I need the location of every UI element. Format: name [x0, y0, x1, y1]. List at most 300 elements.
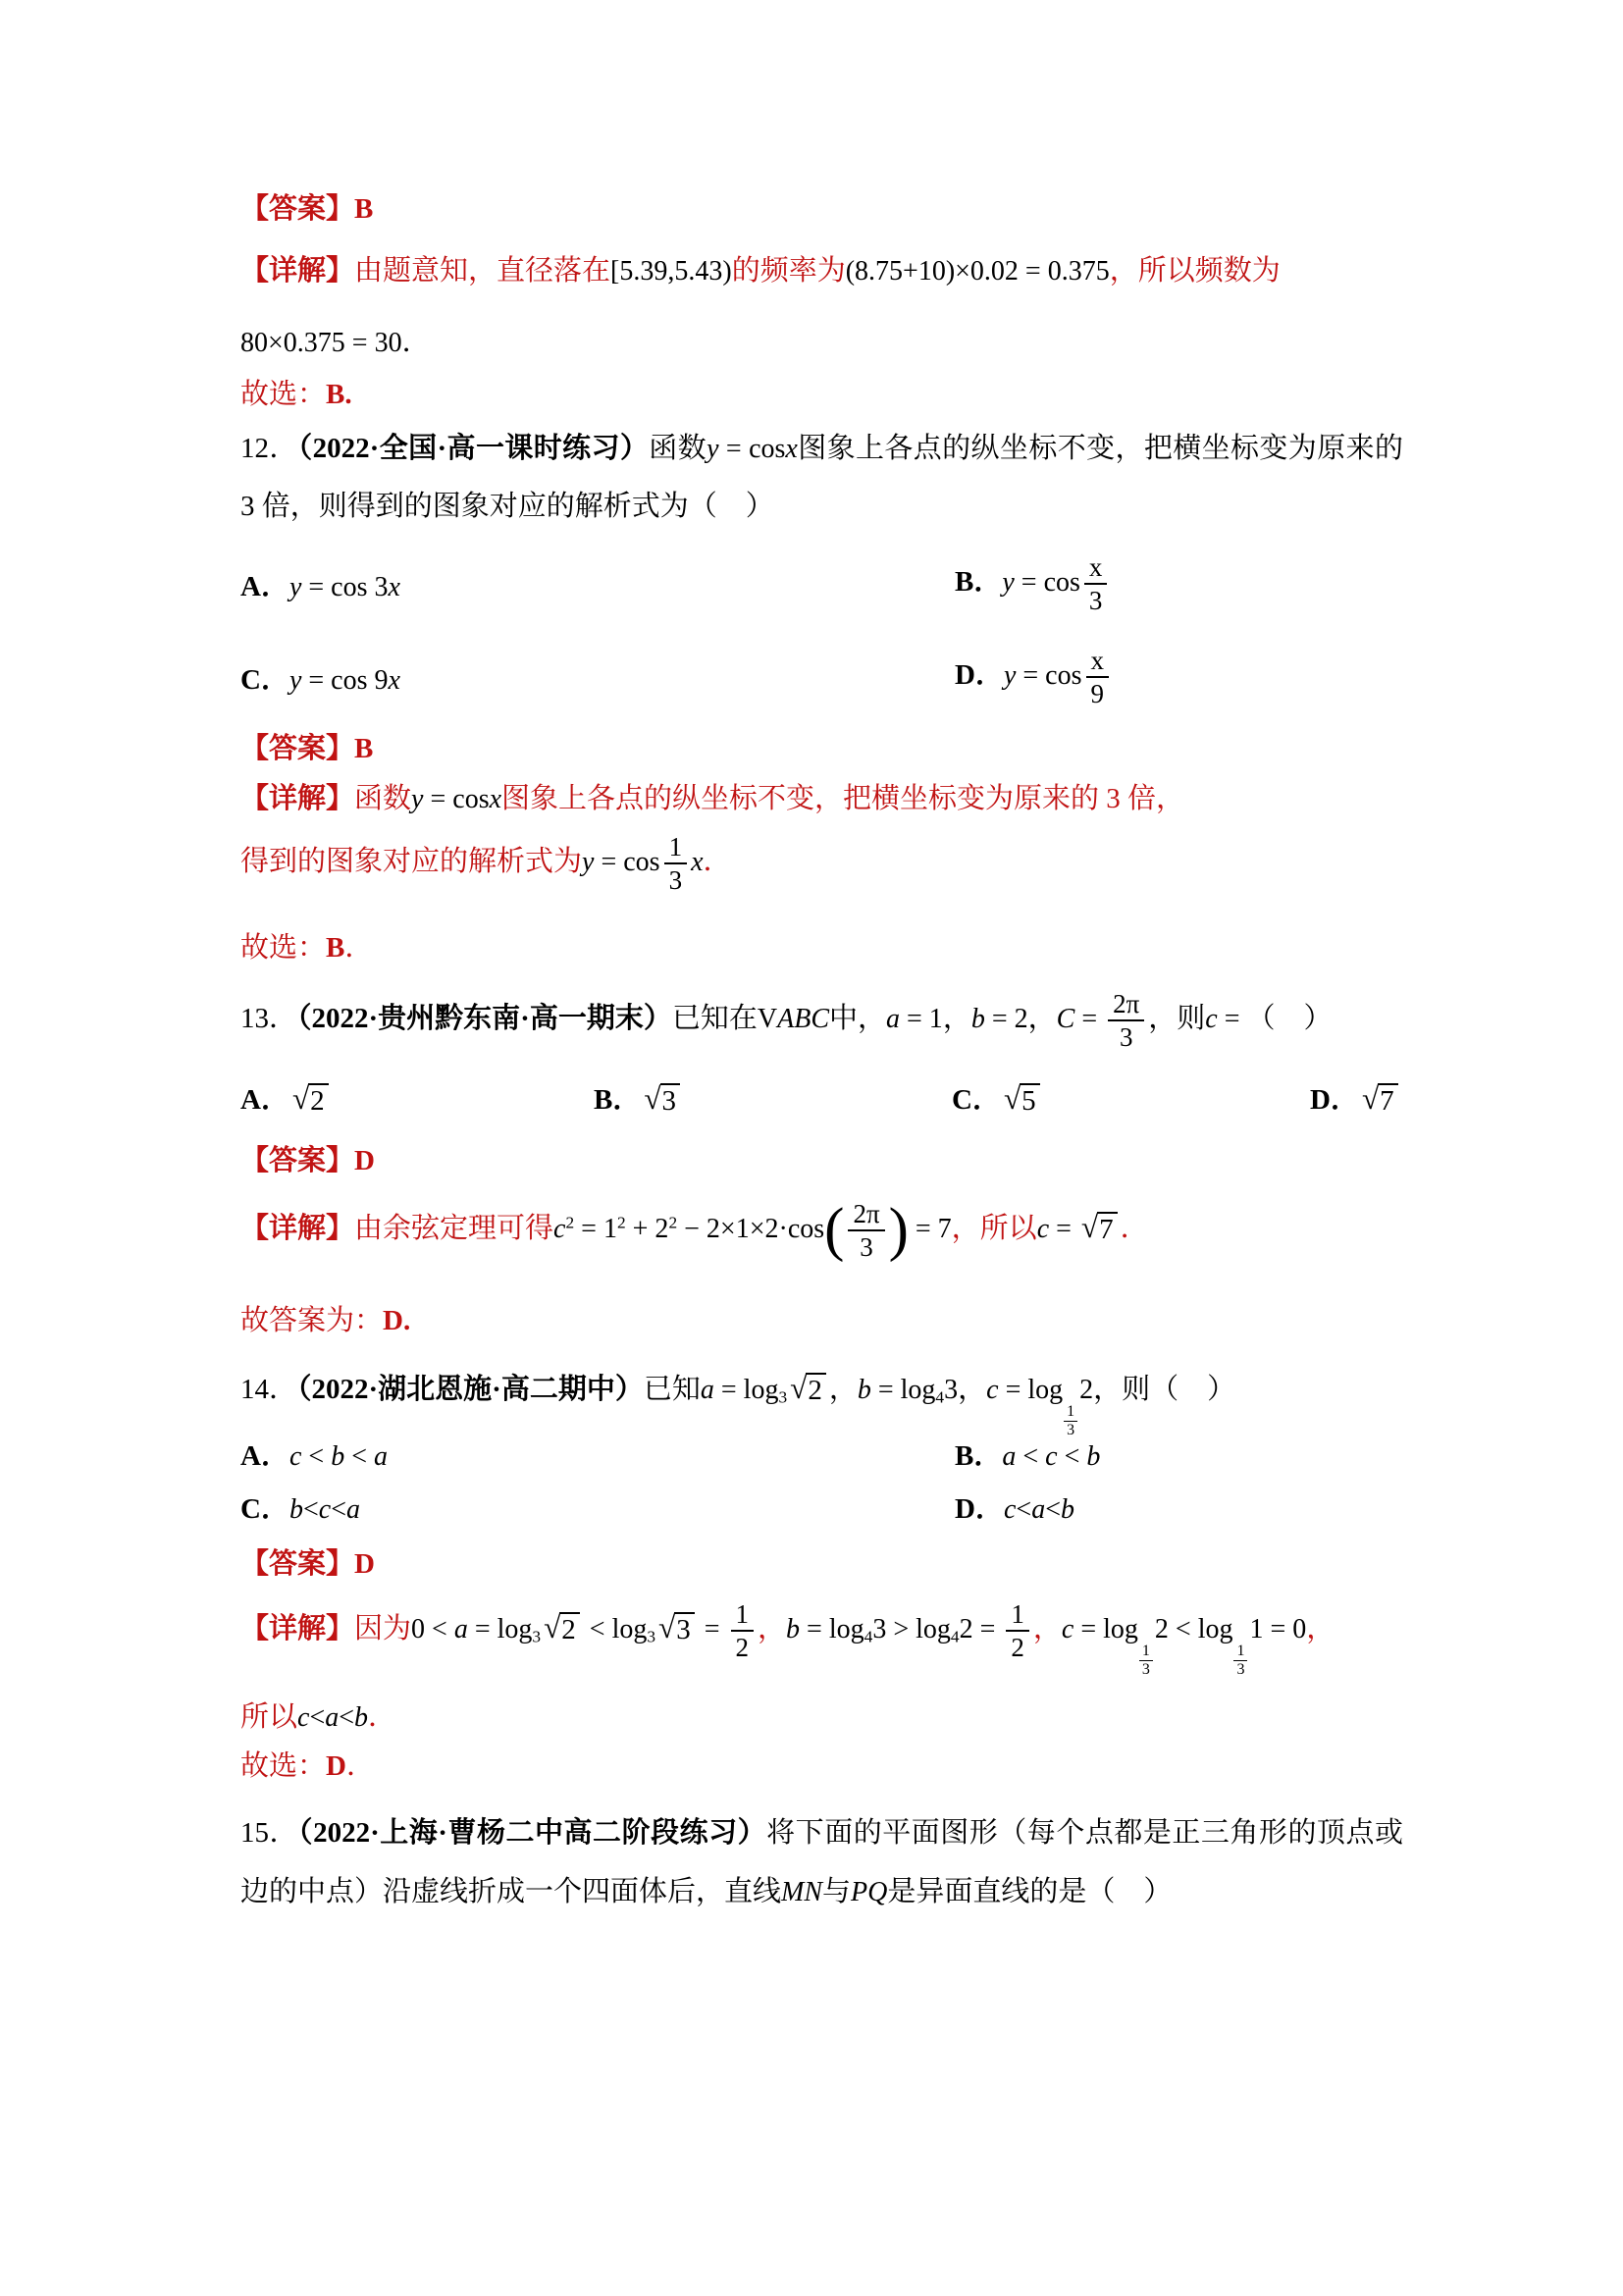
text-run: 的频率为: [731, 255, 846, 287]
math-text: <: [331, 1493, 346, 1525]
subscript: 4: [950, 1627, 960, 1646]
math-variable: ABC: [777, 1003, 829, 1034]
math-run: [851, 1877, 887, 1907]
q13-option-d: [1310, 1077, 1403, 1118]
question-15: [240, 1803, 1403, 1922]
q14-option-c: [240, 1487, 955, 1527]
math-text: = 1: [574, 1213, 617, 1244]
numerator: [1006, 1599, 1029, 1632]
math-variable: y: [1002, 566, 1015, 598]
math-text: 1: [1236, 1642, 1245, 1659]
text-run: ，: [828, 1374, 858, 1405]
conclusion-12: [240, 925, 1403, 970]
answer-14: [240, 1541, 1403, 1587]
math-text: 2: [1113, 989, 1126, 1018]
math-run: [1002, 1441, 1100, 1472]
math-variable: C: [1056, 1003, 1075, 1034]
radical-sign: √: [544, 1609, 561, 1644]
math-text: 2 < log: [1154, 1613, 1233, 1644]
math-run: [1062, 1614, 1138, 1644]
text-run: ．: [703, 845, 732, 877]
q12-option-d: [955, 646, 1403, 708]
math-run: [1249, 1614, 1306, 1644]
math-text: 1: [1067, 1403, 1075, 1420]
text-run: 将下面的平面图形（每个点都是正三角形的顶点或边的中点）沿虚线折成一个四面体后，直线: [240, 1817, 1403, 1907]
text-run: 【答案】: [240, 193, 355, 225]
math-text: 3: [1088, 586, 1103, 615]
text-run: 【详解】: [240, 783, 355, 814]
explain-14-line2: [240, 1695, 1403, 1741]
radicand: [1097, 1212, 1118, 1246]
q12-option-b: [955, 552, 1403, 615]
text-run: C．: [240, 663, 289, 696]
text-run: ．: [1120, 1212, 1149, 1244]
answer-13: [240, 1138, 1403, 1183]
text-run: （2022·湖北恩施·高二期中）: [297, 1374, 644, 1405]
square-root: [1080, 1209, 1118, 1246]
math-text: <: [302, 1493, 319, 1525]
math-text: V: [757, 1003, 778, 1034]
text-run: 中，: [829, 1002, 887, 1034]
math-text: = cos: [594, 846, 660, 877]
math-run: [824, 1197, 844, 1263]
math-variable: b: [786, 1613, 801, 1644]
text-run: 14．: [240, 1374, 298, 1405]
math-text: ): [888, 1197, 909, 1264]
math-run: [1205, 1004, 1246, 1034]
math-text: 1 = 0: [1249, 1613, 1307, 1644]
math-variable: MN: [781, 1877, 823, 1907]
q14-option-b: [955, 1434, 1403, 1474]
square-root: [1361, 1080, 1398, 1118]
fraction: [664, 832, 688, 895]
math-variable: π: [865, 1199, 880, 1228]
q13-option-c: [952, 1077, 1310, 1118]
text-run: D．: [1310, 1083, 1359, 1116]
denominator: [1091, 678, 1105, 708]
math-text: = cos 9: [301, 664, 389, 696]
math-variable: a: [700, 1375, 714, 1405]
text-run: B: [326, 932, 345, 964]
math-text: 9: [1090, 679, 1105, 708]
math-text: = cos: [423, 784, 490, 814]
subscript: 3: [778, 1387, 788, 1407]
math-variable: a: [1002, 1440, 1017, 1472]
math-variable: c: [297, 1702, 310, 1733]
math-text: = log: [800, 1613, 864, 1644]
subscript: 4: [864, 1627, 873, 1646]
answer-11: [240, 186, 1403, 232]
text-run: D．: [955, 1492, 1004, 1525]
math-variable: PQ: [851, 1877, 888, 1907]
text-run: 故选：: [240, 932, 327, 964]
math-variable: a: [325, 1702, 340, 1733]
numerator: [1108, 989, 1144, 1021]
text-run: 由题意知，直径落在: [354, 255, 611, 287]
math-variable: b: [970, 1003, 985, 1034]
radical-sign: √: [658, 1609, 676, 1644]
text-run: 所以: [240, 1701, 298, 1733]
subscript: 3: [532, 1627, 542, 1646]
math-run: [971, 1004, 1028, 1034]
radicand: [1020, 1083, 1040, 1118]
math-text: 3: [1119, 1022, 1133, 1053]
math-text: = 1: [900, 1003, 943, 1034]
fraction: [1084, 552, 1108, 615]
math-variable: b: [288, 1493, 303, 1525]
text-run: A．: [240, 1083, 289, 1116]
radicand: [559, 1612, 580, 1646]
text-run: ，: [951, 1212, 980, 1244]
denominator: [669, 864, 683, 895]
math-text: 2: [561, 1613, 576, 1645]
math-run: [691, 847, 703, 877]
math-variable: x: [691, 846, 704, 877]
text-run: 【答案】: [240, 1548, 355, 1580]
answer-12: [240, 726, 1403, 771]
q14-options-row-1: [240, 1431, 1403, 1476]
square-root: [291, 1080, 329, 1118]
math-variable: y: [582, 846, 595, 877]
math-text: = log: [467, 1613, 533, 1644]
math-variable: b: [1086, 1440, 1101, 1472]
text-run: ，: [1032, 1612, 1062, 1644]
math-run: [411, 1614, 541, 1644]
math-run: [610, 256, 732, 287]
subscript: 3: [647, 1627, 656, 1646]
math-text: 5: [1021, 1084, 1036, 1117]
superscript: 2: [668, 1213, 678, 1232]
math-run: [553, 1214, 824, 1244]
math-variable: b: [354, 1702, 369, 1733]
math-text: = log: [870, 1375, 936, 1405]
math-variable: x: [785, 434, 798, 464]
text-run: D: [326, 1750, 346, 1782]
math-text: <: [344, 1440, 374, 1472]
numerator: [664, 832, 688, 864]
denominator: [1142, 1661, 1150, 1679]
text-run: ，: [1027, 1002, 1057, 1034]
text-run: B．: [594, 1083, 642, 1116]
explain-14: [240, 1599, 1403, 1678]
text-run: ，: [1306, 1612, 1335, 1644]
text-run: ，: [958, 1374, 987, 1405]
math-run: [289, 572, 400, 602]
math-run: [858, 1375, 958, 1405]
explain-11: [240, 248, 1403, 294]
q13-option-a: [240, 1077, 594, 1118]
math-variable: y: [1003, 659, 1017, 691]
text-run: B: [354, 733, 374, 764]
denominator: [1236, 1661, 1244, 1679]
denominator: [1011, 1632, 1024, 1662]
text-run: （2022·上海·曹杨二中高二阶段练习）: [298, 1817, 767, 1849]
explain-11-line2: [240, 320, 1403, 366]
fraction-subscript: [1233, 1644, 1247, 1679]
text-run: ，则（ ）: [1093, 1374, 1236, 1405]
math-text: = log: [713, 1375, 779, 1405]
q12-option-c: [240, 657, 955, 698]
text-run: 故选：: [240, 379, 327, 410]
q14-option-d: [955, 1487, 1403, 1527]
math-text: 2: [310, 1084, 325, 1117]
radical-sign: √: [1361, 1080, 1380, 1116]
denominator: [1120, 1021, 1133, 1052]
math-run: [1004, 660, 1082, 691]
text-run: .: [402, 1305, 411, 1336]
math-variable: c: [1003, 1493, 1017, 1525]
radicand: [1378, 1083, 1398, 1118]
text-run: D: [383, 1305, 403, 1336]
text-run: 函数: [649, 433, 707, 464]
square-root: [544, 1609, 580, 1646]
text-run: （ ）: [1246, 1002, 1333, 1034]
text-run: 与: [822, 1876, 852, 1907]
radicand: [308, 1083, 329, 1118]
math-variable: c: [986, 1375, 999, 1405]
math-variable: y: [288, 664, 302, 696]
text-run: 函数: [354, 783, 412, 814]
math-run: [889, 1197, 909, 1263]
math-text: − 2×1×2·cos: [677, 1213, 825, 1244]
text-run: 已知在: [671, 1002, 758, 1034]
text-run: A．: [240, 570, 289, 602]
text-run: D: [354, 1145, 375, 1176]
math-text: 3: [661, 1084, 677, 1117]
text-run: 故选：: [240, 1750, 327, 1782]
math-variable: π: [1126, 989, 1140, 1018]
math-run: [289, 1441, 388, 1472]
text-run: 【详解】: [240, 1612, 355, 1644]
math-text: 3: [668, 865, 683, 896]
text-run: ．: [344, 932, 374, 964]
math-text: <: [1057, 1440, 1087, 1472]
question-14: [240, 1367, 1403, 1439]
text-run: ，: [942, 1002, 971, 1034]
numerator: [1233, 1644, 1247, 1661]
math-text: = 2: [984, 1003, 1028, 1034]
math-text: 1: [1141, 1642, 1150, 1659]
math-run: [986, 1375, 1063, 1405]
text-run: 因为: [354, 1612, 412, 1644]
radicand: [660, 1083, 681, 1118]
conclusion-14: [240, 1744, 1403, 1789]
text-run: ，所以频数为: [1109, 255, 1281, 287]
math-variable: x: [489, 784, 502, 814]
math-text: 2: [808, 1375, 822, 1406]
math-text: (: [824, 1197, 845, 1264]
text-run: 图象上各点的纵坐标不变，把横坐标变为原来的 3 倍，则得到的图象对应的解析式为（ ）: [240, 433, 1403, 522]
math-run: [411, 784, 501, 814]
math-variable: y: [288, 571, 302, 602]
math-text: 2: [735, 1633, 750, 1663]
numerator: [1086, 646, 1110, 678]
math-text: 2: [1011, 1633, 1024, 1663]
math-text: 2: [853, 1199, 866, 1228]
math-run: [707, 434, 798, 464]
q14-option-a: [240, 1434, 955, 1474]
math-run: [886, 1004, 943, 1034]
q13-option-b: [594, 1077, 952, 1118]
q12-options-row-2: [240, 628, 1403, 726]
math-run: [758, 1004, 829, 1034]
text-run: ，: [758, 1612, 787, 1644]
math-text: <: [339, 1702, 355, 1733]
math-text: 3: [944, 1375, 959, 1405]
denominator: [860, 1231, 873, 1262]
math-text: [5.39,5.43): [610, 256, 732, 287]
math-variable: x: [388, 571, 400, 602]
math-run: [1079, 1375, 1093, 1405]
denominator: [1089, 585, 1103, 615]
text-run: 图象上各点的纵坐标不变，把横坐标变为原来的 3 倍，: [501, 783, 1185, 814]
fraction: [1108, 989, 1144, 1052]
text-run: 13．: [240, 1002, 298, 1034]
math-text: = log: [998, 1375, 1064, 1405]
math-run: [1002, 567, 1080, 598]
math-text: <: [1016, 1440, 1046, 1472]
math-run: [1155, 1614, 1233, 1644]
math-text: 3: [676, 1613, 691, 1645]
text-run: 故答案为：: [240, 1305, 384, 1336]
text-run: D．: [955, 658, 1004, 691]
math-text: 7: [1099, 1213, 1114, 1245]
math-text: =: [697, 1613, 727, 1644]
math-variable: b: [857, 1375, 871, 1405]
text-run: D: [354, 1548, 375, 1580]
text-run: 【答案】: [240, 733, 355, 764]
math-text: = cos: [1016, 659, 1082, 691]
math-variable: y: [411, 784, 424, 814]
math-variable: c: [288, 1440, 302, 1472]
numerator: [1084, 552, 1108, 585]
math-run: [582, 847, 660, 877]
numerator: [731, 1599, 755, 1632]
square-root: [790, 1373, 826, 1407]
subscript: 4: [935, 1387, 945, 1407]
math-text: = cos: [1014, 566, 1080, 598]
text-run: 【详解】: [240, 1212, 355, 1244]
conclusion-13: [240, 1298, 1403, 1343]
math-text: = log: [1073, 1613, 1138, 1644]
text-run: ，则: [1148, 1002, 1206, 1034]
q14-options-row-2: [240, 1484, 1403, 1529]
fraction: [848, 1199, 884, 1262]
math-variable: c: [553, 1213, 566, 1244]
math-text: 2 =: [959, 1613, 1003, 1644]
q12-option-a: [240, 564, 955, 604]
math-variable: a: [1031, 1493, 1046, 1525]
radical-sign: √: [1080, 1209, 1099, 1244]
q13-options-row: [240, 1072, 1403, 1122]
math-text: = cos: [718, 434, 786, 464]
text-run: （2022·全国·高一课时练习）: [297, 433, 650, 464]
math-variable: b: [1060, 1493, 1074, 1525]
math-text: + 2: [625, 1213, 669, 1244]
radical-sign: √: [644, 1080, 661, 1116]
text-run: 【详解】: [240, 255, 355, 287]
text-run: ．: [401, 327, 431, 358]
math-text: <: [1045, 1493, 1061, 1525]
text-run: ．: [368, 1701, 397, 1733]
fraction: [1006, 1599, 1029, 1662]
radical-sign: √: [291, 1080, 310, 1116]
math-run: [240, 328, 402, 358]
math-text: <: [1016, 1493, 1032, 1525]
math-text: 0 <: [411, 1613, 454, 1644]
text-run: 所以: [979, 1212, 1037, 1244]
text-run: 15．: [240, 1817, 299, 1849]
math-text: 2: [1079, 1375, 1094, 1405]
math-variable: x: [1088, 551, 1103, 582]
text-run: 是异面直线的是（ ）: [887, 1876, 1173, 1907]
math-variable: y: [707, 434, 719, 464]
text-run: B: [354, 193, 374, 225]
math-run: [846, 256, 1110, 287]
math-text: < log: [582, 1613, 648, 1644]
math-run: [297, 1702, 368, 1733]
numerator: [848, 1199, 884, 1231]
numerator: [1064, 1404, 1077, 1422]
text-run: 【答案】: [240, 1145, 355, 1176]
numerator: [1139, 1644, 1153, 1661]
math-text: 3 > log: [872, 1613, 951, 1644]
text-run: 得到的图象对应的解析式为: [240, 845, 583, 877]
explain-13: [240, 1199, 1403, 1262]
math-run: [786, 1614, 1002, 1644]
math-text: =: [1049, 1213, 1078, 1244]
text-run: A．: [240, 1439, 289, 1472]
radicand: [674, 1612, 695, 1646]
text-run: 已知: [643, 1374, 701, 1405]
q12-options-row-1: [240, 535, 1403, 633]
math-variable: b: [331, 1440, 345, 1472]
math-text: 1: [668, 832, 683, 861]
fraction: [731, 1599, 755, 1662]
math-run: [698, 1614, 727, 1644]
math-text: =: [1074, 1003, 1105, 1034]
square-root: [644, 1080, 680, 1118]
math-text: 3: [1141, 1660, 1150, 1678]
text-run: .: [344, 379, 352, 410]
math-variable: c: [1205, 1003, 1218, 1034]
math-text: = 7: [908, 1213, 952, 1244]
math-text: 3: [1067, 1421, 1075, 1438]
denominator: [736, 1632, 750, 1662]
math-text: 80×0.375 = 30: [240, 328, 402, 358]
math-variable: x: [1090, 645, 1105, 675]
text-run: ．: [345, 1750, 375, 1782]
explain-12-line2: [240, 832, 1403, 895]
math-text: <: [301, 1440, 332, 1472]
math-text: 1: [1011, 1599, 1024, 1629]
math-text: (8.75+10)×0.02 = 0.375: [845, 256, 1110, 287]
math-variable: a: [345, 1493, 360, 1525]
math-run: [1004, 1494, 1074, 1525]
math-run: [1057, 1004, 1104, 1034]
superscript: 2: [616, 1213, 626, 1232]
math-variable: a: [886, 1003, 901, 1034]
radicand: [806, 1373, 826, 1407]
math-variable: x: [388, 664, 400, 696]
math-text: 1: [735, 1599, 750, 1629]
fraction-subscript: [1139, 1644, 1153, 1679]
question-13: [240, 989, 1403, 1052]
math-variable: a: [373, 1440, 388, 1472]
text-run: B: [326, 379, 345, 410]
superscript: 2: [565, 1213, 575, 1232]
math-run: [781, 1877, 822, 1907]
